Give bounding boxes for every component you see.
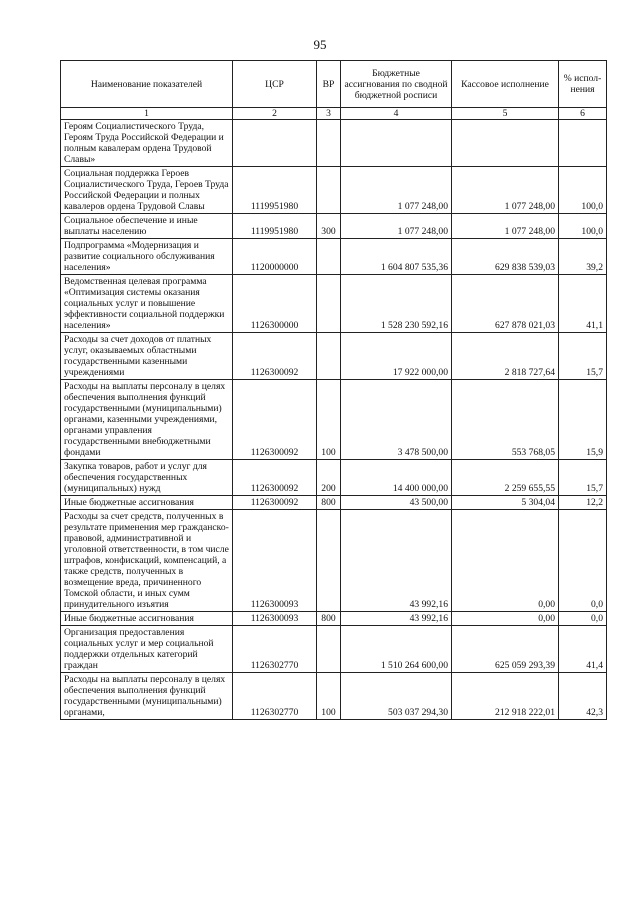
header-name: Наименование показателей xyxy=(61,61,233,108)
cell-csr: 1126302770 xyxy=(233,626,317,673)
cell-name: Закупка товаров, работ и услуг для обеспечения государственных (муниципальных) нужд xyxy=(61,460,233,496)
cell-vr: 800 xyxy=(317,612,341,626)
cell-vr: 800 xyxy=(317,496,341,510)
header-vr: ВР xyxy=(317,61,341,108)
column-number: 6 xyxy=(559,108,607,120)
cell-vr xyxy=(317,626,341,673)
cell-csr: 1126300092 xyxy=(233,496,317,510)
table-row xyxy=(61,214,607,239)
cell-budget: 503 037 294,30 xyxy=(341,673,452,720)
table-row xyxy=(61,239,607,275)
cell-vr: 300 xyxy=(317,214,341,239)
cell-percent xyxy=(559,120,607,167)
table-header xyxy=(61,61,607,108)
cell-budget: 1 510 264 600,00 xyxy=(341,626,452,673)
cell-vr: 100 xyxy=(317,380,341,460)
cell-budget xyxy=(341,120,452,167)
cell-csr: 1126300093 xyxy=(233,612,317,626)
cell-csr: 1119951980 xyxy=(233,214,317,239)
header-csr: ЦСР xyxy=(233,61,317,108)
cell-percent: 0,0 xyxy=(559,510,607,612)
cell-name: Расходы за счет доходов от платных услуг, оказываемых областными государственными казенными учреждениями xyxy=(61,333,233,380)
cell-budget: 1 528 230 592,16 xyxy=(341,275,452,333)
cell-cash: 2 259 655,55 xyxy=(452,460,559,496)
cell-cash: 5 304,04 xyxy=(452,496,559,510)
header-cash: Кассовое исполнение xyxy=(452,61,559,108)
cell-cash: 627 878 021,03 xyxy=(452,275,559,333)
cell-csr: 1126300000 xyxy=(233,275,317,333)
cell-cash: 1 077 248,00 xyxy=(452,167,559,214)
cell-cash: 0,00 xyxy=(452,510,559,612)
table-row xyxy=(61,673,607,720)
cell-csr: 1126302770 xyxy=(233,673,317,720)
table-row xyxy=(61,275,607,333)
table-row xyxy=(61,612,607,626)
cell-name: Иные бюджетные ассигнования xyxy=(61,612,233,626)
column-number: 5 xyxy=(452,108,559,120)
cell-percent: 15,7 xyxy=(559,460,607,496)
cell-name: Расходы на выплаты персоналу в целях обеспечения выполнения функций государственными (муниципальными) органами, xyxy=(61,673,233,720)
column-number: 4 xyxy=(341,108,452,120)
cell-percent: 15,9 xyxy=(559,380,607,460)
cell-vr xyxy=(317,333,341,380)
cell-budget: 1 604 807 535,36 xyxy=(341,239,452,275)
budget-execution-table xyxy=(60,60,607,720)
cell-percent: 39,2 xyxy=(559,239,607,275)
cell-vr: 200 xyxy=(317,460,341,496)
cell-percent: 41,1 xyxy=(559,275,607,333)
table-row xyxy=(61,626,607,673)
cell-budget: 14 400 000,00 xyxy=(341,460,452,496)
cell-name: Социальное обеспечение и иные выплаты населению xyxy=(61,214,233,239)
header-percent: % испол-нения xyxy=(559,61,607,108)
table-body xyxy=(61,108,607,720)
cell-cash xyxy=(452,120,559,167)
cell-percent: 15,7 xyxy=(559,333,607,380)
cell-csr xyxy=(233,120,317,167)
cell-csr: 1126300093 xyxy=(233,510,317,612)
cell-name: Расходы на выплаты персоналу в целях обеспечения выполнения функций государственными (муниципальными) органами, казенными учреждениями, органами управления государственными внебюджетными фондами xyxy=(61,380,233,460)
cell-percent: 0,0 xyxy=(559,612,607,626)
column-numbers-row xyxy=(61,108,607,120)
cell-budget: 43 500,00 xyxy=(341,496,452,510)
cell-cash: 1 077 248,00 xyxy=(452,214,559,239)
cell-budget: 1 077 248,00 xyxy=(341,214,452,239)
cell-csr: 1126300092 xyxy=(233,333,317,380)
cell-percent: 42,3 xyxy=(559,673,607,720)
table-row xyxy=(61,333,607,380)
column-number: 1 xyxy=(61,108,233,120)
cell-percent: 12,2 xyxy=(559,496,607,510)
cell-percent: 41,4 xyxy=(559,626,607,673)
cell-name: Ведомственная целевая программа «Оптимизация системы оказания социальных услуг и повышение эффективности социальной поддержки населения» xyxy=(61,275,233,333)
cell-name: Социальная поддержка Героев Социалистического Труда, Героев Труда Российской Федерации и полных кавалеров ордена Трудовой Славы xyxy=(61,167,233,214)
cell-percent: 100,0 xyxy=(559,214,607,239)
cell-vr: 100 xyxy=(317,673,341,720)
header-budget: Бюджетные ассигнования по сводной бюджетной росписи xyxy=(341,61,452,108)
cell-name: Подпрограмма «Модернизация и развитие социального обслуживания населения» xyxy=(61,239,233,275)
cell-cash: 553 768,05 xyxy=(452,380,559,460)
cell-cash: 625 059 293,39 xyxy=(452,626,559,673)
cell-budget: 1 077 248,00 xyxy=(341,167,452,214)
cell-name: Иные бюджетные ассигнования xyxy=(61,496,233,510)
column-number: 3 xyxy=(317,108,341,120)
table-row xyxy=(61,496,607,510)
cell-cash: 2 818 727,64 xyxy=(452,333,559,380)
cell-percent: 100,0 xyxy=(559,167,607,214)
cell-budget: 43 992,16 xyxy=(341,612,452,626)
cell-csr: 1120000000 xyxy=(233,239,317,275)
table-row xyxy=(61,380,607,460)
cell-csr: 1126300092 xyxy=(233,380,317,460)
table-row xyxy=(61,120,607,167)
cell-cash: 0,00 xyxy=(452,612,559,626)
cell-name: Организация предоставления социальных услуг и мер социальной поддержки отдельных категорий граждан xyxy=(61,626,233,673)
cell-name: Героям Социалистического Труда, Героям Труда Российской Федерации и полным кавалерам ордена Трудовой Славы» xyxy=(61,120,233,167)
cell-budget: 3 478 500,00 xyxy=(341,380,452,460)
cell-vr xyxy=(317,275,341,333)
cell-budget: 17 922 000,00 xyxy=(341,333,452,380)
cell-vr xyxy=(317,167,341,214)
cell-csr: 1119951980 xyxy=(233,167,317,214)
table-row xyxy=(61,510,607,612)
cell-name: Расходы за счет средств, полученных в результате применения мер гражданско-правовой, административной и уголовной ответственности, в том числе штрафов, конфискаций, компенсаций, а также средств, полученных в возмещение вреда, причиненного Томской области, и иных сумм принудительного изъятия xyxy=(61,510,233,612)
cell-cash: 629 838 539,03 xyxy=(452,239,559,275)
cell-vr xyxy=(317,239,341,275)
table-row xyxy=(61,167,607,214)
cell-cash: 212 918 222,01 xyxy=(452,673,559,720)
column-number: 2 xyxy=(233,108,317,120)
cell-csr: 1126300092 xyxy=(233,460,317,496)
cell-budget: 43 992,16 xyxy=(341,510,452,612)
table-row xyxy=(61,460,607,496)
cell-vr xyxy=(317,120,341,167)
page-number: 95 xyxy=(313,37,327,52)
cell-vr xyxy=(317,510,341,612)
